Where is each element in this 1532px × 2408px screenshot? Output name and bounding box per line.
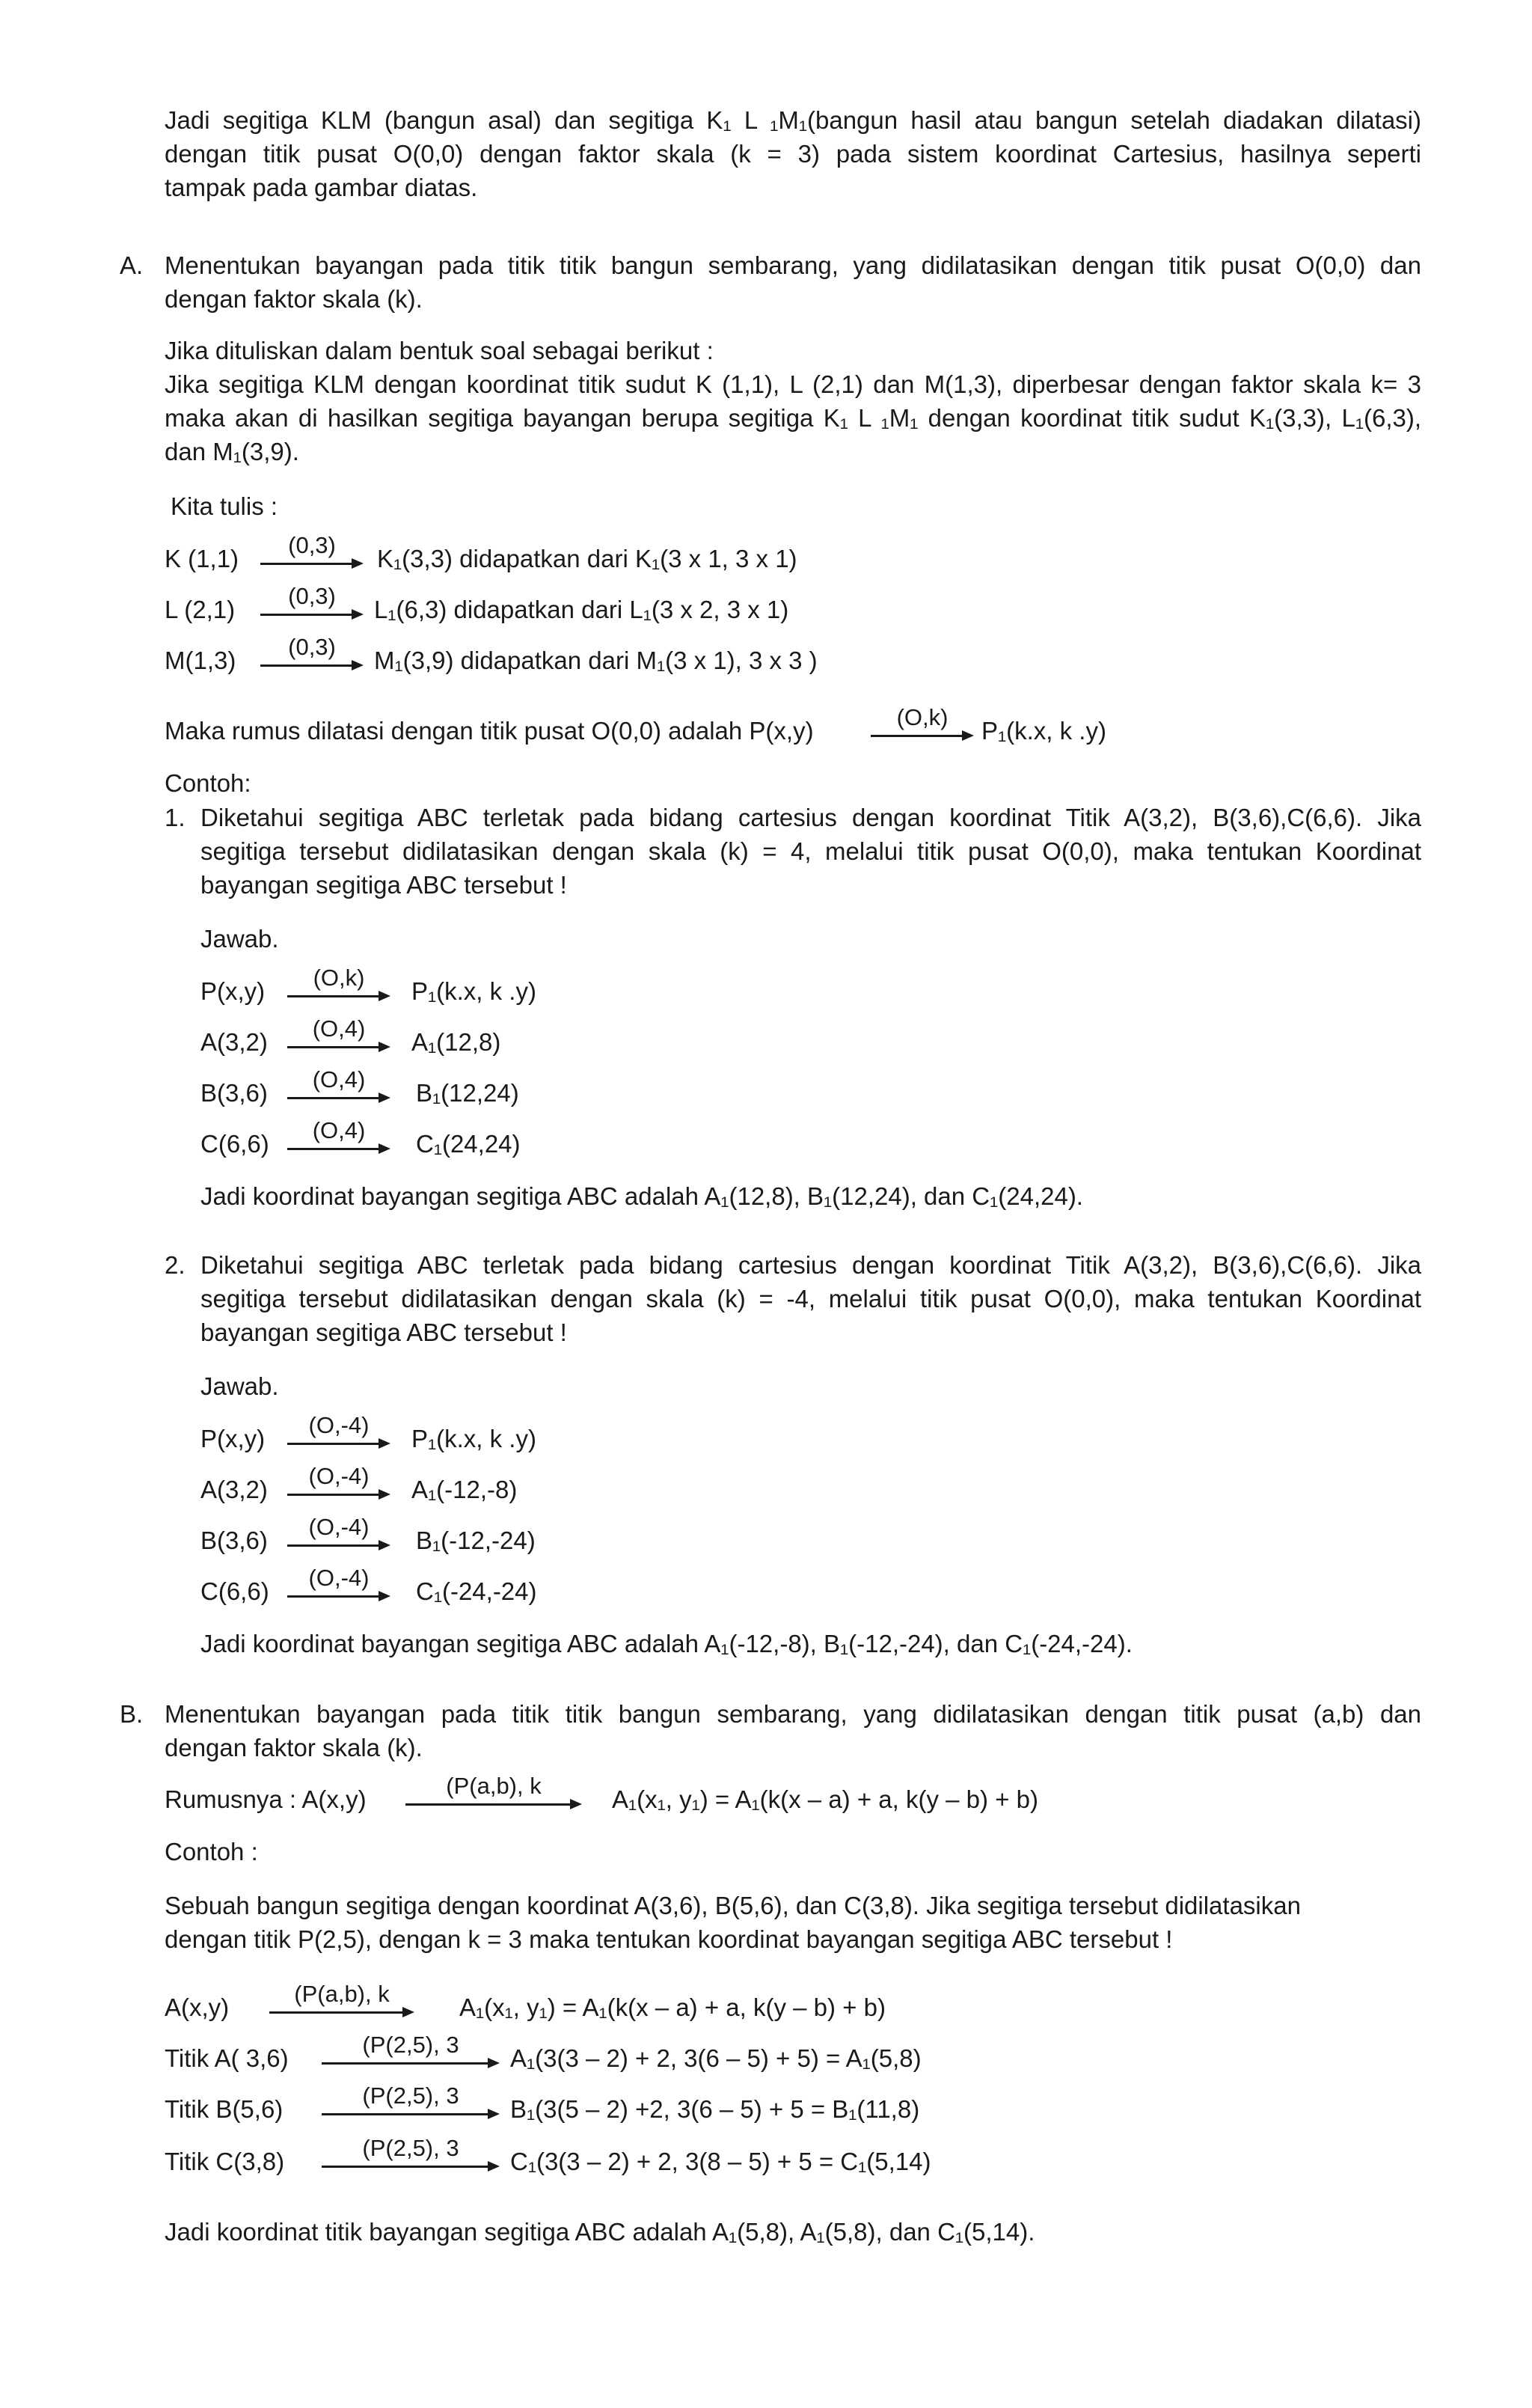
b-row-c-from: Titik C(3,8) [165, 2148, 285, 2175]
row-m-from: M(1,3) [165, 647, 236, 674]
arrow-shaft [287, 1097, 380, 1099]
arrow-head-icon [379, 1591, 390, 1601]
arrow-shaft [287, 1148, 380, 1150]
arrow-shaft [269, 2011, 404, 2014]
row-l-from: L (2,1) [165, 596, 236, 623]
ex2-row-b-arrow-label: (O,-4) [308, 1514, 370, 1540]
arrow-head-icon [352, 660, 364, 670]
ex1-row-c-from: C(6,6) [200, 1130, 269, 1158]
arrow-shaft [287, 1046, 380, 1048]
arrow-head-icon [379, 991, 390, 1001]
arrow-head-icon [488, 2161, 500, 2172]
ex2-row-p-result: P₁(k.x, k .y) [411, 1425, 536, 1452]
ex1-row-p-arrow [287, 965, 390, 1006]
section-b-line-2: dengan faktor skala (k). [165, 1734, 423, 1761]
section-b-heading [165, 1697, 1421, 1764]
row-m-arrow [260, 634, 364, 675]
arrow-shaft [287, 995, 380, 997]
arrow-shaft [405, 1803, 572, 1806]
example-2-conclusion: Jadi koordinat bayangan segitiga ABC adalah A₁(-12,-8), B₁(-12,-24), dan C₁(-24,-24). [200, 1630, 1133, 1657]
section-b-marker: B. [120, 1700, 144, 1728]
arrow-shaft [287, 1544, 380, 1547]
row-l-arrow [260, 583, 364, 624]
row-k-arrow [260, 532, 364, 573]
ex2-row-a-from: A(3,2) [200, 1476, 268, 1503]
example-2-line-3: bayangan segitiga ABC tersebut ! [200, 1318, 567, 1346]
example-2-line-1: Diketahui segitiga ABC terletak pada bidang cartesius dengan koordinat Titik A(3,2), B(3,6),C(6,6). Jika [200, 1251, 1421, 1279]
arrow-head-icon [352, 558, 364, 569]
intro-line-1: Jadi segitiga KLM (bangun asal) dan segitiga K₁ L ₁M₁(bangun hasil atau bangun setelah diadakan dilatasi) [165, 106, 1421, 134]
section-a-heading [165, 248, 1421, 316]
intro-paragraph [165, 103, 1421, 204]
ex1-row-a-arrow-label: (O,4) [312, 1015, 366, 1042]
b-row-b-from: Titik B(5,6) [165, 2095, 284, 2123]
ex2-row-b-from: B(3,6) [200, 1527, 268, 1554]
b-row-general-from: A(x,y) [165, 1993, 230, 2021]
ex1-row-c-arrow [287, 1117, 390, 1158]
ex2-row-a-arrow-label: (O,-4) [308, 1463, 370, 1489]
ex2-row-p-arrow [287, 1412, 390, 1453]
example-1-jawab: Jawab. [200, 925, 279, 953]
b-row-b-arrow-label: (P(2,5), 3 [362, 2082, 459, 2109]
ex2-row-c-result: C₁(-24,-24) [416, 1577, 537, 1605]
problem-line-2: dengan titik P(2,5), dengan k = 3 maka tentukan koordinat bayangan segitiga ABC tersebut ! [165, 1925, 1173, 1953]
row-k-from: K (1,1) [165, 545, 239, 572]
rumus-a-arrow-label: (O,k) [896, 704, 949, 730]
ex1-row-b-arrow [287, 1066, 390, 1107]
intro-line-3: tampak pada gambar diatas. [165, 174, 478, 201]
ex1-row-c-arrow-label: (O,4) [312, 1117, 366, 1143]
example-1-line-1: Diketahui segitiga ABC terletak pada bidang cartesius dengan koordinat Titik A(3,2), B(3,6),C(6,6). Jika [200, 804, 1421, 831]
ex1-row-c-result: C₁(24,24) [416, 1130, 521, 1158]
arrow-shaft [260, 614, 353, 616]
section-a-line-2: dengan faktor skala (k). [165, 285, 423, 313]
section-a-question [165, 334, 1421, 468]
kita-tulis: Kita tulis : [171, 492, 278, 520]
b-row-a-arrow [322, 2032, 500, 2073]
example-1-line-3: bayangan segitiga ABC tersebut ! [200, 871, 567, 899]
arrow-shaft [287, 1595, 380, 1598]
b-row-a-from: Titik A( 3,6) [165, 2044, 289, 2072]
rumus-b-text: Rumusnya : A(x,y) [165, 1785, 367, 1813]
question-line-1: Jika segitiga KLM dengan koordinat titik sudut K (1,1), L (2,1) dan M(1,3), diperbesar dengan faktor skala k= 3 [165, 370, 1421, 398]
rumus-b-arrow [405, 1773, 582, 1814]
section-a-line-1: Menentukan bayangan pada titik titik bangun sembarang, yang didilatasikan dengan titik pusat O(0,0) dan [165, 251, 1421, 279]
arrow-shaft [287, 1443, 380, 1445]
arrow-shaft [287, 1494, 380, 1496]
rumus-b-result: A₁(x₁, y₁) = A₁(k(x – a) + a, k(y – b) + b) [612, 1785, 1038, 1813]
rumus-a-result: P₁(k.x, k .y) [981, 717, 1106, 745]
arrow-head-icon [379, 1042, 390, 1052]
example-1-line-2: segitiga tersebut didilatasikan dengan skala (k) = 4, melalui titik pusat O(0,0), maka tentukan Koordinat [200, 837, 1421, 865]
ex2-row-a-arrow [287, 1463, 390, 1504]
arrow-head-icon [570, 1799, 582, 1809]
arrow-shaft [871, 735, 963, 737]
example-2-line-2: segitiga tersebut didilatasikan dengan skala (k) = -4, melalui titik pusat O(0,0), maka tentukan Koordinat [200, 1285, 1421, 1313]
b-row-c-result: C₁(3(3 – 2) + 2, 3(8 – 5) + 5 = C₁(5,14) [510, 2148, 931, 2175]
arrow-head-icon [379, 1489, 390, 1500]
arrow-shaft [322, 2062, 489, 2065]
question-line-2: maka akan di hasilkan segitiga bayangan berupa segitiga K₁ L ₁M₁ dengan koordinat titik sudut K₁(3,3), L₁(6,3), [165, 404, 1421, 432]
arrow-shaft [322, 2113, 489, 2115]
question-line-3: dan M₁(3,9). [165, 438, 299, 465]
row-l-result: L₁(6,3) didapatkan dari L₁(3 x 2, 3 x 1) [374, 596, 789, 623]
ex1-row-a-from: A(3,2) [200, 1028, 268, 1056]
arrow-head-icon [962, 730, 974, 741]
ex1-row-b-arrow-label: (O,4) [312, 1066, 366, 1093]
ex1-row-p-result: P₁(k.x, k .y) [411, 977, 536, 1005]
b-row-b-arrow [322, 2082, 500, 2124]
b-row-c-arrow [322, 2135, 500, 2176]
rumus-b-arrow-label: (P(a,b), k [446, 1773, 542, 1799]
example-2-jawab: Jawab. [200, 1372, 279, 1400]
contoh-a: Contoh: [165, 769, 251, 797]
section-b-line-1: Menentukan bayangan pada titik titik bangun sembarang, yang didilatasikan dengan titik pusat (a,b) dan [165, 1700, 1421, 1728]
example-2-text [200, 1248, 1421, 1349]
row-k-result: K₁(3,3) didapatkan dari K₁(3 x 1, 3 x 1) [377, 545, 797, 572]
example-1-text [200, 801, 1421, 902]
row-m-arrow-label: (0,3) [288, 634, 336, 660]
arrow-head-icon [352, 609, 364, 620]
ex2-row-a-result: A₁(-12,-8) [411, 1476, 518, 1503]
arrow-head-icon [379, 1438, 390, 1449]
intro-line-2: dengan titik pusat O(0,0) dengan faktor skala (k = 3) pada sistem koordinat Cartesius, hasilnya seperti [165, 140, 1421, 168]
rumus-a-arrow [871, 704, 974, 745]
section-a-marker: A. [120, 251, 144, 279]
row-l-arrow-label: (0,3) [288, 583, 336, 609]
arrow-head-icon [379, 1093, 390, 1103]
ex2-row-b-result: B₁(-12,-24) [416, 1527, 536, 1554]
ex2-row-b-arrow [287, 1514, 390, 1555]
section-b-problem [165, 1889, 1421, 1956]
b-row-general-result: A₁(x₁, y₁) = A₁(k(x – a) + a, k(y – b) + b) [459, 1993, 886, 2021]
ex1-row-p-arrow-label: (O,k) [313, 965, 365, 991]
ex2-row-c-arrow [287, 1565, 390, 1606]
problem-line-1: Sebuah bangun segitiga dengan koordinat A(3,6), B(5,6), dan C(3,8). Jika segitiga tersebut didilatasikan [165, 1892, 1301, 1919]
example-2-number: 2. [165, 1251, 186, 1279]
ex1-row-b-result: B₁(12,24) [416, 1079, 519, 1107]
question-line-0: Jika dituliskan dalam bentuk soal sebagai berikut : [165, 337, 714, 364]
b-row-c-arrow-label: (P(2,5), 3 [362, 2135, 459, 2161]
arrow-head-icon [379, 1143, 390, 1154]
example-1-conclusion: Jadi koordinat bayangan segitiga ABC adalah A₁(12,8), B₁(12,24), dan C₁(24,24). [200, 1182, 1083, 1210]
ex2-row-c-arrow-label: (O,-4) [308, 1565, 370, 1591]
ex1-row-a-result: A₁(12,8) [411, 1028, 501, 1056]
arrow-head-icon [488, 2109, 500, 2119]
ex2-row-p-from: P(x,y) [200, 1425, 266, 1452]
section-b-conclusion: Jadi koordinat titik bayangan segitiga ABC adalah A₁(5,8), A₁(5,8), dan C₁(5,14). [165, 2218, 1035, 2246]
rumus-a-text: Maka rumus dilatasi dengan titik pusat O(0,0) adalah P(x,y) [165, 717, 814, 745]
arrow-head-icon [488, 2058, 500, 2068]
arrow-head-icon [379, 1540, 390, 1550]
ex2-row-c-from: C(6,6) [200, 1577, 269, 1605]
example-1-number: 1. [165, 804, 186, 831]
arrow-shaft [322, 2166, 489, 2168]
arrow-shaft [260, 563, 353, 565]
arrow-shaft [260, 664, 353, 667]
row-m-result: M₁(3,9) didapatkan dari M₁(3 x 1), 3 x 3 ) [374, 647, 818, 674]
b-row-general-arrow-label: (P(a,b), k [294, 1981, 390, 2007]
ex1-row-p-from: P(x,y) [200, 977, 266, 1005]
ex2-row-p-arrow-label: (O,-4) [308, 1412, 370, 1438]
ex1-row-a-arrow [287, 1015, 390, 1057]
arrow-head-icon [402, 2007, 414, 2017]
ex1-row-b-from: B(3,6) [200, 1079, 268, 1107]
b-row-general-arrow [269, 1981, 414, 2022]
b-row-b-result: B₁(3(5 – 2) +2, 3(6 – 5) + 5 = B₁(11,8) [510, 2095, 920, 2123]
b-row-a-arrow-label: (P(2,5), 3 [362, 2032, 459, 2058]
b-row-a-result: A₁(3(3 – 2) + 2, 3(6 – 5) + 5) = A₁(5,8) [510, 2044, 922, 2072]
row-k-arrow-label: (0,3) [288, 532, 336, 558]
contoh-b: Contoh : [165, 1838, 258, 1865]
